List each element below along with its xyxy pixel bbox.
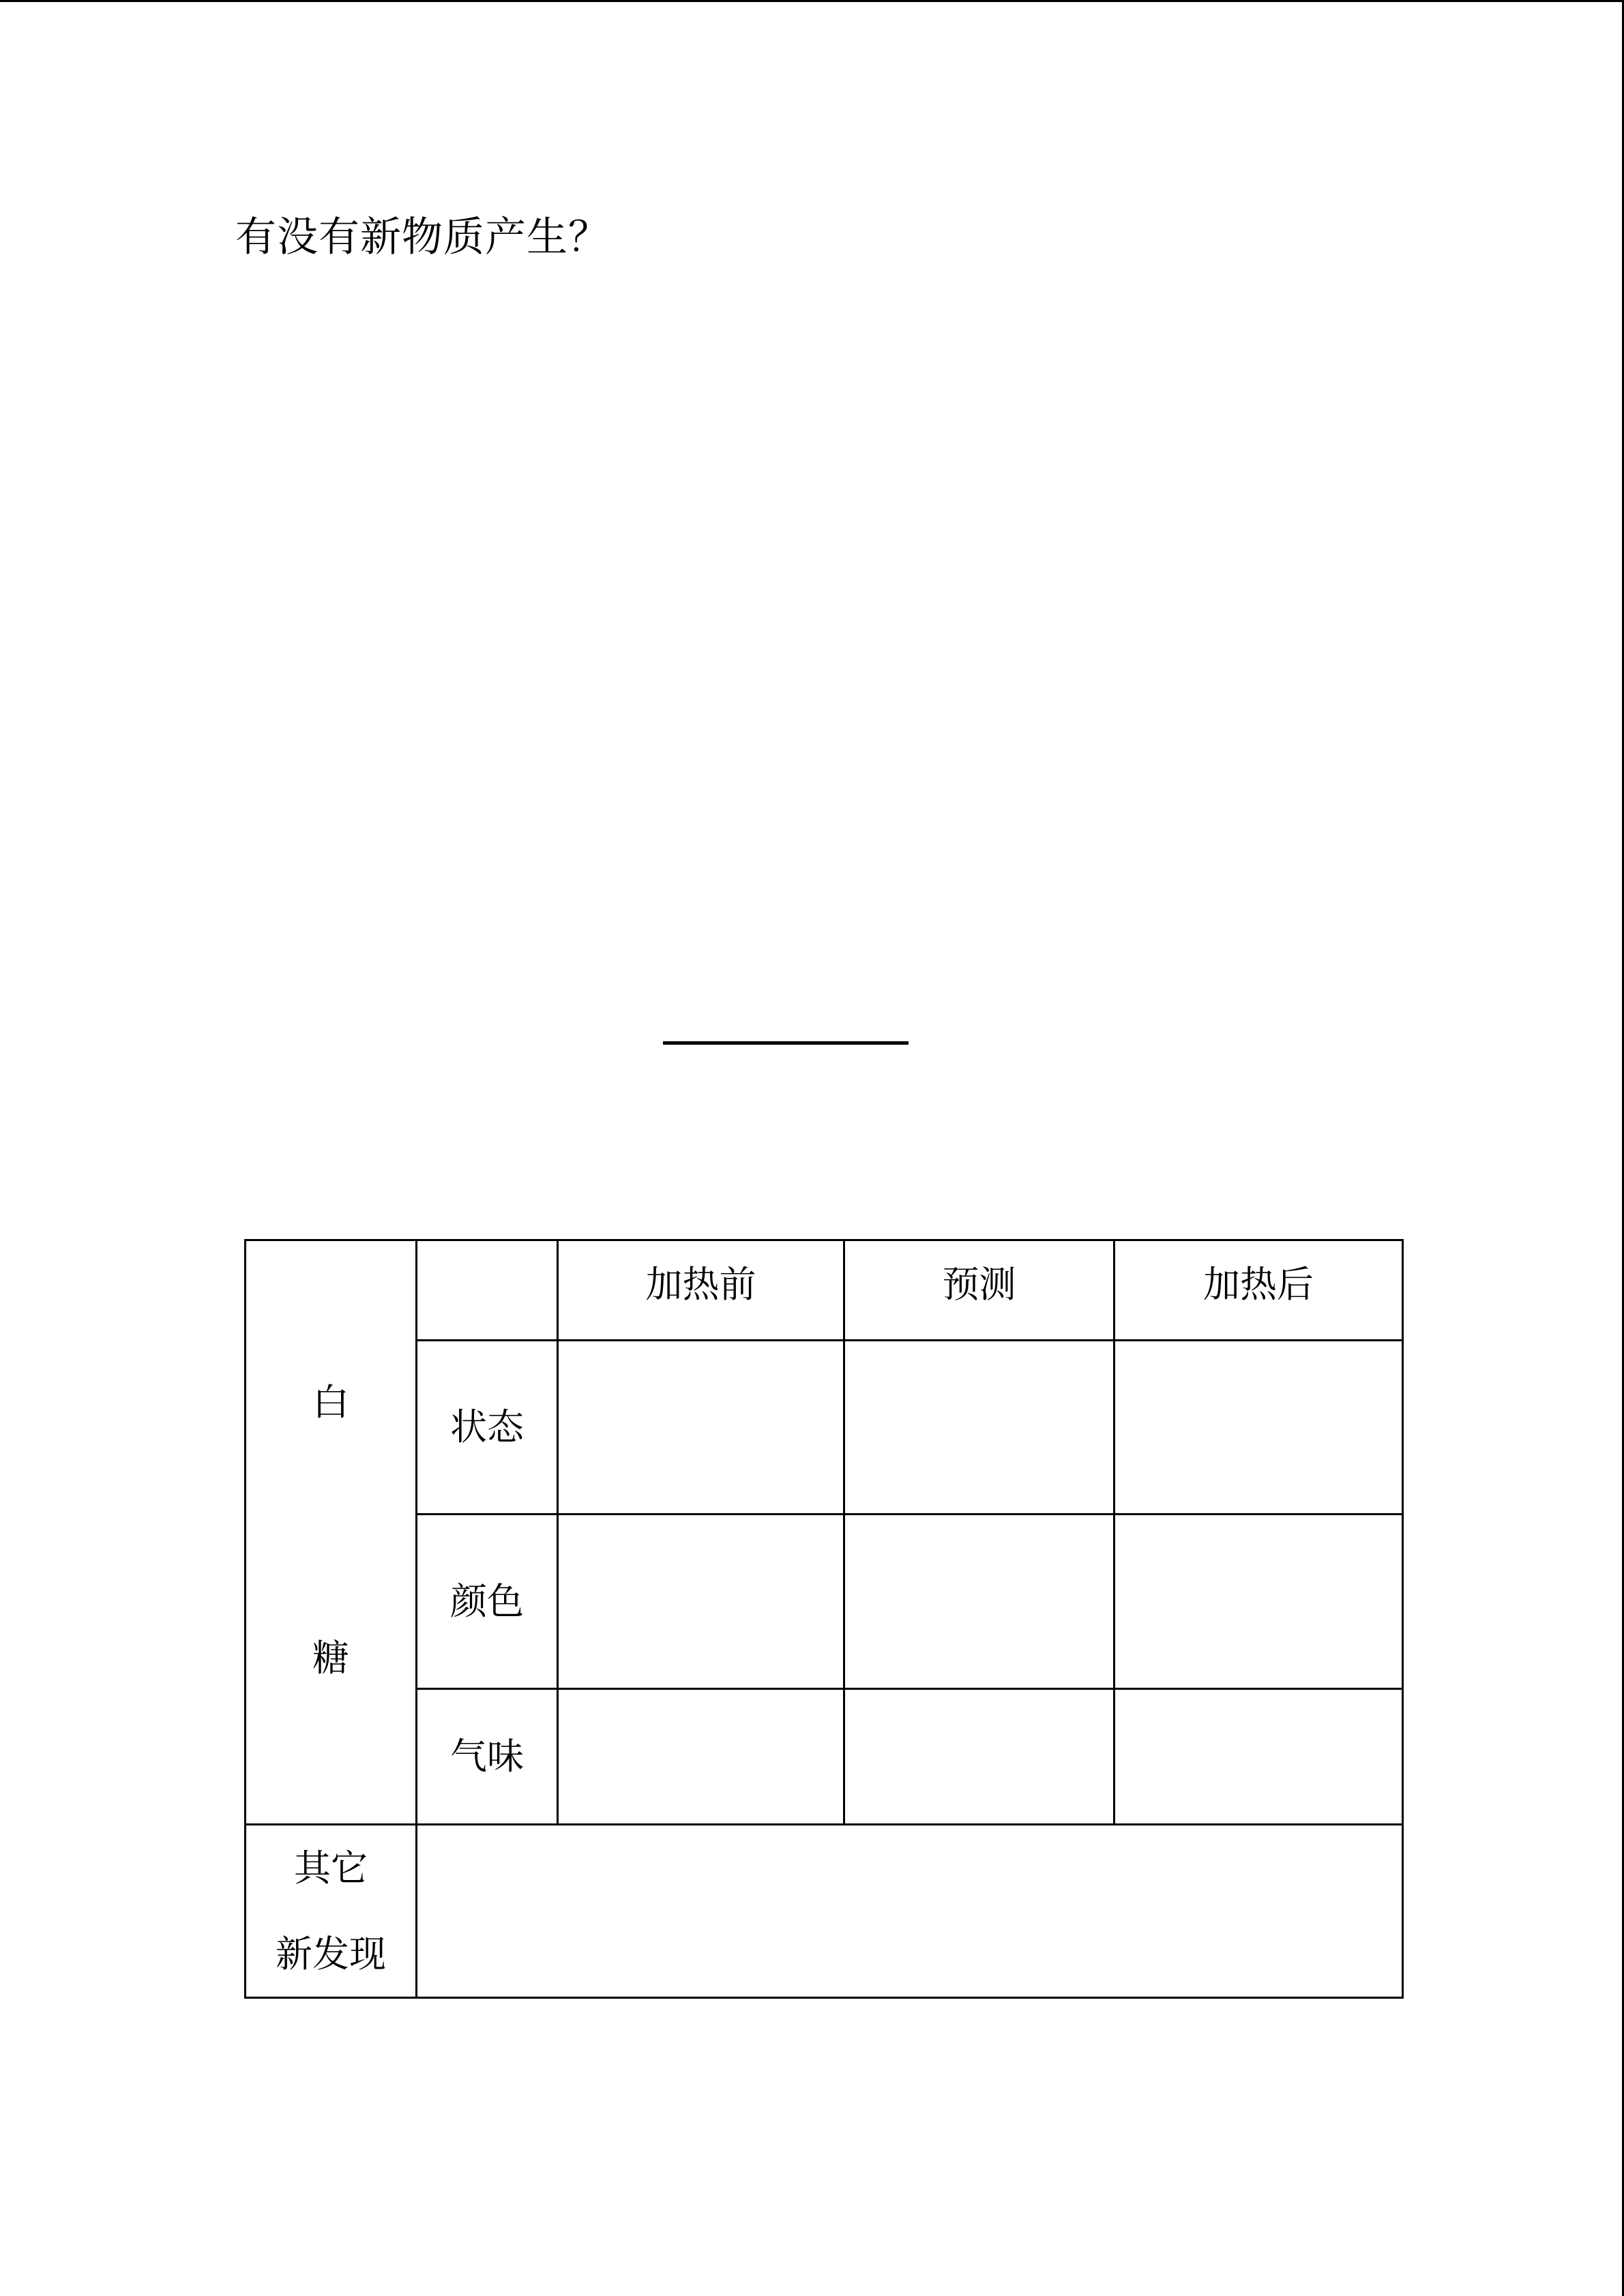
cell-state-before[interactable] bbox=[558, 1341, 844, 1515]
cell-color-before[interactable] bbox=[558, 1515, 844, 1689]
row-label-smell: 气味 bbox=[417, 1689, 558, 1825]
table-header-row bbox=[246, 1240, 1403, 1341]
header-prediction: 预测 bbox=[844, 1240, 1114, 1341]
table-row-state bbox=[246, 1341, 1403, 1515]
header-empty-cell bbox=[417, 1240, 558, 1341]
cell-smell-prediction[interactable] bbox=[844, 1689, 1114, 1825]
other-findings-cell[interactable] bbox=[417, 1825, 1403, 1998]
table-row-other-findings bbox=[246, 1825, 1403, 1998]
question-title: 有没有新物质产生？ bbox=[235, 213, 610, 261]
answer-blank-line[interactable] bbox=[663, 1041, 909, 1045]
header-before-heating: 加热前 bbox=[558, 1240, 844, 1341]
subject-char-2: 糖 bbox=[312, 1637, 349, 1680]
header-after-heating: 加热后 bbox=[1114, 1240, 1403, 1341]
cell-color-after[interactable] bbox=[1114, 1515, 1403, 1689]
row-label-color: 颜色 bbox=[417, 1515, 558, 1689]
other-findings-label: 其它 新发现 bbox=[246, 1825, 417, 1998]
cell-smell-before[interactable] bbox=[558, 1689, 844, 1825]
row-label-state: 状态 bbox=[417, 1341, 558, 1515]
page-top-border bbox=[0, 0, 1624, 2]
table-row-smell bbox=[246, 1689, 1403, 1825]
table-row-color bbox=[246, 1515, 1403, 1689]
observation-table bbox=[244, 1239, 1404, 1999]
cell-state-after[interactable] bbox=[1114, 1341, 1403, 1515]
cell-state-prediction[interactable] bbox=[844, 1341, 1114, 1515]
cell-smell-after[interactable] bbox=[1114, 1689, 1403, 1825]
subject-cell-white-sugar bbox=[246, 1240, 417, 1825]
subject-char-1: 白 bbox=[312, 1381, 349, 1424]
cell-color-prediction[interactable] bbox=[844, 1515, 1114, 1689]
